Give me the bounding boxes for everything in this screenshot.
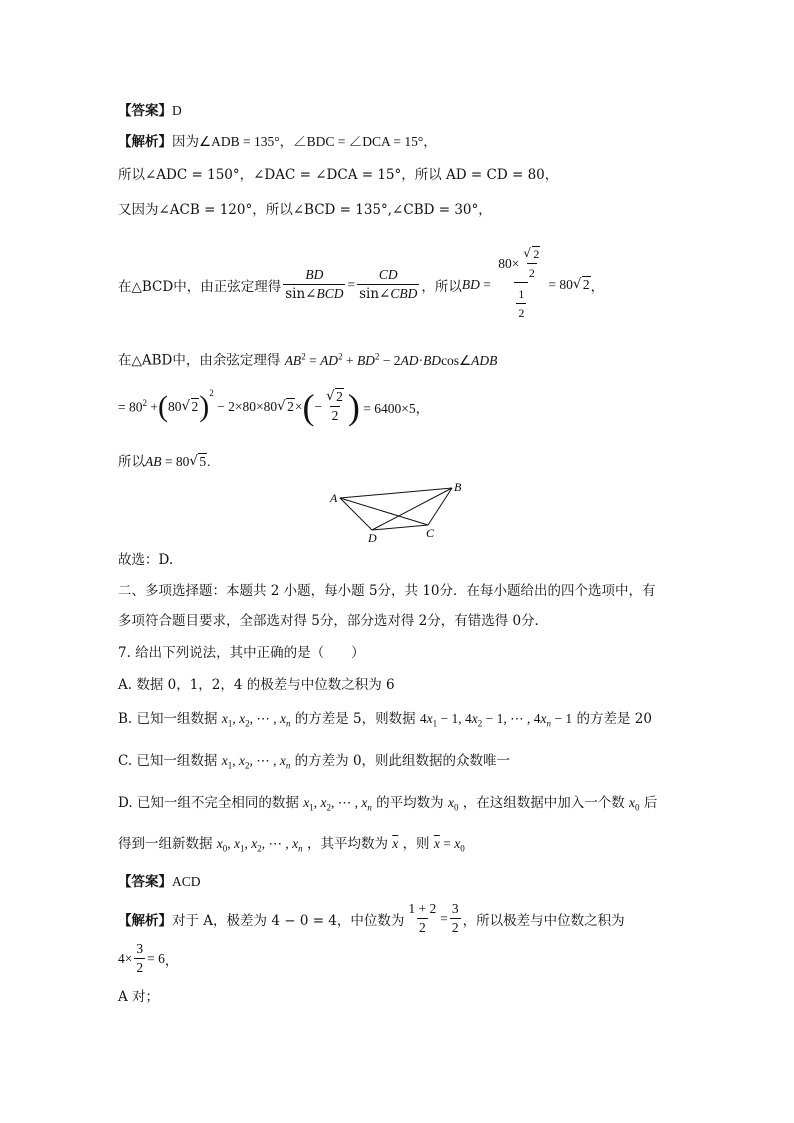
analysis-line-7: 所以AB = 80 √ 5. [118, 452, 211, 472]
triangle-figure [320, 478, 470, 546]
option-d-end: 后 [643, 795, 658, 811]
analysis2-line-2-end: ， [164, 952, 179, 969]
median-fraction: $\frac{1 + 2}{2}$ [408, 901, 437, 935]
q7-option-b: B. 已知一组数据 $x_1$, $x_2$, ⋯ , $x_n$ 的方差是 5，则数据 $4x_1 - 1$, $4x_2 - 1$, ⋯ , $4x_n - 1$ 的方差是 20 [118, 711, 652, 729]
option-c-pre: C. 已知一组数据 [118, 753, 218, 769]
conclusion: 故选：D. [118, 552, 174, 568]
sine-law-end: ， [590, 278, 605, 295]
answer-value-2: ACD [172, 874, 201, 889]
fraction-cd-over-sin: $\frac{CD}{\text{sin∠CBD}}$ [359, 267, 418, 302]
answer-value: D [172, 103, 182, 118]
option-d-mid2: ，在这组数据中加入一个数 [462, 795, 625, 811]
label-b: B [454, 480, 462, 494]
sine-law-intro: 在△BCD中，由正弦定理得 [118, 278, 282, 295]
analysis-line-5: 在△ABD中，由余弦定理得 $AB^2 = AD^2 + BD^2$ − 2AD·BDcos∠ADB [118, 351, 498, 369]
analysis-math: ∠ADB = 135°，∠BDC = ∠DCA = 15°， [199, 134, 437, 149]
q7-option-a: A. 数据 0，1，2，4 的极差与中位数之积为 6 [118, 677, 395, 693]
option-b-pre: B. 已知一组数据 [118, 711, 218, 727]
analysis-tag: 【解析】 [118, 134, 172, 150]
option-c-end: 的方差为 0，则此组数据的众数唯一 [294, 753, 511, 769]
q7-option-d-line-1: D. 已知一组不完全相同的数据 $x_1$, $x_2$, ⋯ , $x_n$ 的平均数为 $x_0$ ，在这组数据中加入一个数 $x_0$ 后 [118, 795, 658, 813]
label-c: C [426, 526, 435, 540]
option-d2-mid: ，其平均数为 [306, 836, 388, 852]
analysis-line-4: 在△BCD中，由正弦定理得 $\frac{BD}{\text{sin∠BCD}}$ = $\frac{CD}{\text{sin∠CBD}}$ ，所以 BD = 80× √ $\frac{2}{2}$ $\frac{1}{2}$ = 80 √ 2 ， [118, 245, 604, 324]
analysis-tag-2: 【解析】 [118, 912, 172, 929]
cosine-law-intro: 在△ABD中，由余弦定理得 [118, 352, 281, 369]
fraction-bd-over-sin: $\frac{BD}{\text{sin∠BCD}}$ [285, 267, 344, 302]
analysis2-line-3: A 对； [118, 989, 160, 1005]
option-d2-pre: 得到一组新数据 [118, 836, 213, 852]
analysis-line-1 [118, 132, 437, 152]
median-value: $\frac{3}{2}$ [451, 901, 459, 935]
option-d-mid: 的平均数为 [376, 795, 444, 811]
q7-stem: 7. 给出下列说法，其中正确的是（ ） [118, 645, 365, 661]
analysis2-end: ，所以极差与中位数之积为 [462, 912, 625, 929]
answer-line-1 [118, 101, 182, 121]
section-2-line-2: 多项符合题目要求，全部选对得 5分，部分选对得 2分，有错选得 0分． [118, 613, 549, 629]
option-d-pre: D. 已知一组不完全相同的数据 [118, 795, 299, 811]
analysis2-line-1: 【解析】 对于 A，极差为 4 − 0 = 4，中位数为 $\frac{1 + 2}{2}$ = $\frac{3}{2}$ ，所以极差与中位数之积为 [118, 901, 625, 935]
option-d2-mid2: ，则 [402, 836, 430, 852]
analysis-line-6: = $80^2$ + ( 80 √ 2 ) $^2$ − 2×80×80 √ 2× ( − √ $\frac{2}{2}$ ) = 6400×5， [118, 388, 429, 425]
option-b-end: 的方差是 20 [576, 711, 652, 727]
answer-tag-2: 【答案】 [118, 874, 172, 890]
sine-law-mid: ，所以 [421, 278, 462, 295]
label-d: D [368, 531, 377, 545]
analysis-line-3: 又因为∠ACB = 120°，所以∠BCD = 135°,∠CBD = 30°， [118, 202, 492, 218]
option-b-mid: 的方差是 5，则数据 [294, 711, 416, 727]
answer-tag: 【答案】 [118, 103, 172, 119]
product-fraction: $\frac{3}{2}$ [136, 941, 144, 975]
q7-option-d-line-2: 得到一组新数据 $x_0$, $x_1$, $x_2$, ⋯ , $x_n$ ，其平均数为 $\overline{x}$ ，则 $\overline{x} = x_0$ [118, 836, 465, 854]
q7-option-c: C. 已知一组数据 $x_1$, $x_2$, ⋯ , $x_n$ 的方差为 0，则此组数据的众数唯一 [118, 753, 511, 771]
result-intro: 所以 [118, 454, 145, 470]
fraction-bd-value: 80× √ $\frac{2}{2}$ $\frac{1}{2}$ [496, 245, 546, 324]
section-2-line-1: 二、多项选择题：本题共 2 小题，每小题 5分，共 10分．在每小题给出的四个选项中，有 [118, 583, 656, 599]
analysis-line-2: 所以∠ADC = 150°，∠DAC = ∠DCA = 15°，所以 AD = CD = 80， [118, 167, 559, 183]
label-a: A [330, 491, 338, 505]
analysis2-line-2: 4× $\frac{3}{2}$ = 6 ， [118, 941, 179, 975]
analysis-text: 因为 [172, 134, 199, 150]
answer-line-2 [118, 872, 201, 892]
analysis2-pre: 对于 A，极差为 4 − 0 = 4，中位数为 [172, 912, 405, 929]
